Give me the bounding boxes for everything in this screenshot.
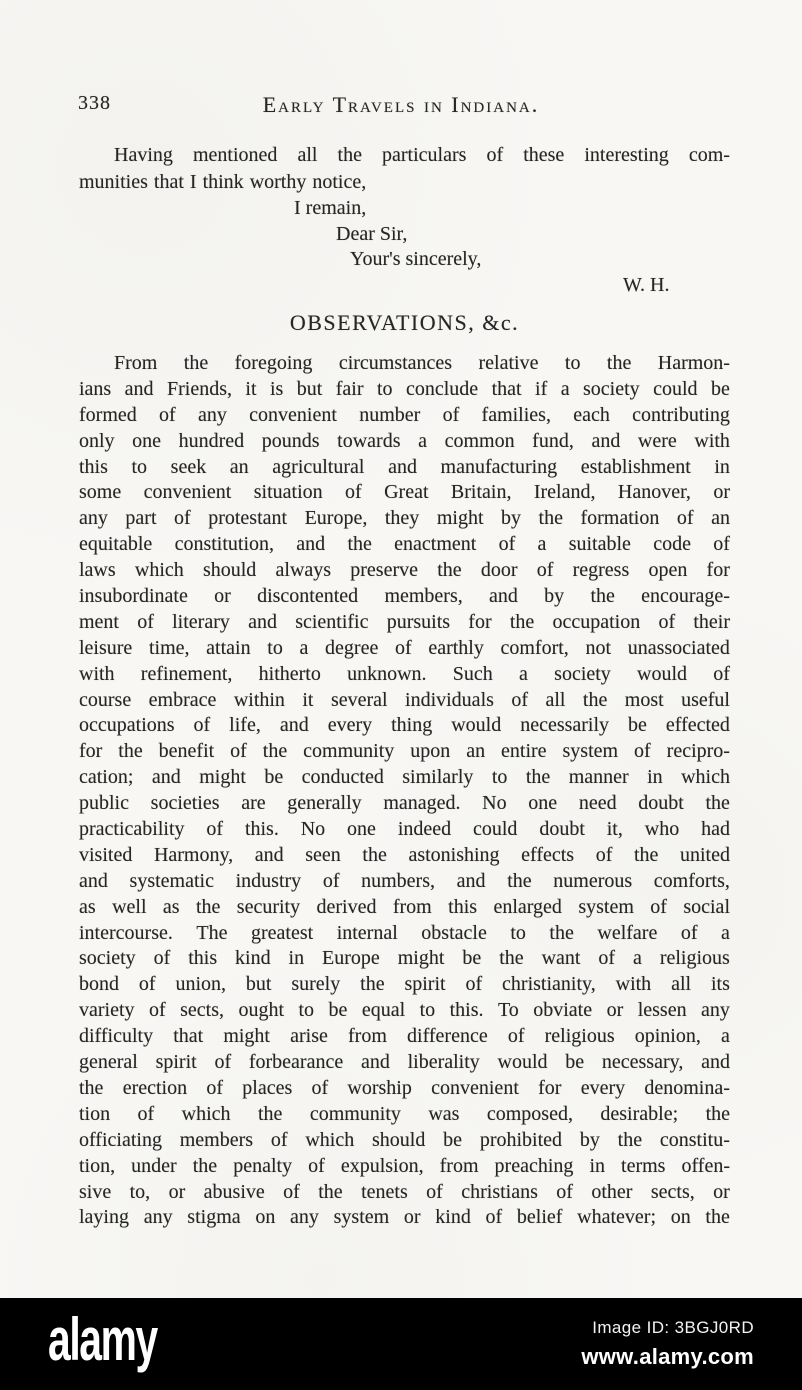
running-header (0, 92, 802, 116)
text-line: ment of literary and scientific pursuits for the occupation of their (79, 610, 730, 633)
text-line: laws which should always preserve the door of regress open for (79, 559, 730, 582)
text-line: for the benefit of the community upon an entire system of recipro- (79, 740, 730, 763)
page-number: 338 (78, 92, 111, 114)
text-line: difficulty that might arise from difference of religious opinion, a (79, 1025, 730, 1048)
text-line: practicability of this. No one indeed could doubt it, who had (79, 818, 730, 841)
text-line: From the foregoing circumstances relative to the Harmon- (114, 352, 730, 374)
text-line: leisure time, attain to a degree of earthly comfort, not unassociated (79, 636, 730, 659)
text-line: cation; and might be conducted similarly to the manner in which (79, 766, 730, 789)
text-line: society of this kind in Europe might be the want of a religious (79, 947, 730, 970)
text-line: insubordinate or discontented members, and by the encourage- (79, 585, 730, 608)
text-line: this to seek an agricultural and manufacturing establishment in (79, 455, 730, 478)
text-line: bond of union, but surely the spirit of christianity, with all its (79, 973, 730, 996)
text-line: only one hundred pounds towards a common fund, and were with (79, 429, 730, 452)
text-line: course embrace within it several individuals of all the most useful (79, 688, 730, 711)
alamy-url: www.alamy.com (581, 1344, 754, 1369)
text-line: laying any stigma on any system or kind of belief whatever; on the (79, 1206, 730, 1229)
observations-paragraph (79, 352, 730, 1232)
text-line: ians and Friends, it is but fair to conclude that if a society could be (79, 377, 730, 400)
text-line: intercourse. The greatest internal obstacle to the welfare of a (79, 921, 730, 944)
text-line: officiating members of which should be prohibited by the constitu- (79, 1128, 730, 1151)
text-line: as well as the security derived from this enlarged system of social (79, 895, 730, 918)
text-line: general spirit of forbearance and liberality would be necessary, and (79, 1051, 730, 1074)
section-heading: OBSERVATIONS, &c. (289, 310, 520, 335)
text-line: equitable constitution, and the enactment of a suitable code of (79, 533, 730, 556)
letter-closing (79, 197, 730, 299)
running-title: Early Travels in Indiana. (262, 92, 540, 117)
closing-line-i-remain: I remain, (294, 197, 367, 219)
closing-line-dear-sir: Dear Sir, (336, 222, 408, 245)
letter-body-paragraph (79, 144, 730, 198)
text-line: and systematic industry of numbers, and the numerous comforts, (79, 869, 730, 892)
text-line: variety of sects, ought to be equal to this. To obviate or lessen any (79, 999, 730, 1022)
text-line: tion of which the community was composed, desirable; the (79, 1102, 730, 1125)
watermark-bar (0, 1298, 802, 1390)
text-line: any part of protestant Europe, they might by the formation of an (79, 507, 730, 530)
text-line: with refinement, hitherto unknown. Such a society would of (79, 662, 730, 685)
text-line: formed of any convenient number of families, each contributing (79, 403, 730, 426)
text-line: sive to, or abusive of the tenets of christians of other sects, or (79, 1180, 730, 1203)
text-line: Having mentioned all the particulars of these interesting com- (114, 144, 730, 166)
closing-line-sincerely: Your's sincerely, (350, 248, 482, 270)
closing-line-signature: W. H. (623, 273, 670, 296)
alamy-logo: alamy (48, 1306, 157, 1373)
text-line: some convenient situation of Great Britain, Ireland, Hanover, or (79, 481, 730, 504)
text-line: visited Harmony, and seen the astonishing effects of the united (79, 843, 730, 866)
text-line: occupations of life, and every thing would necessarily be effected (79, 714, 730, 737)
watermark-meta (581, 1318, 754, 1370)
text-line: public societies are generally managed. No one need doubt the (79, 792, 730, 815)
text-line: tion, under the penalty of expulsion, from preaching in terms offen- (79, 1154, 730, 1177)
text-line: munities that I think worthy notice, (79, 171, 367, 193)
text-line: the erection of places of worship convenient for every denomina- (79, 1076, 730, 1099)
image-id-label: Image ID: 3BGJ0RD (592, 1318, 754, 1337)
